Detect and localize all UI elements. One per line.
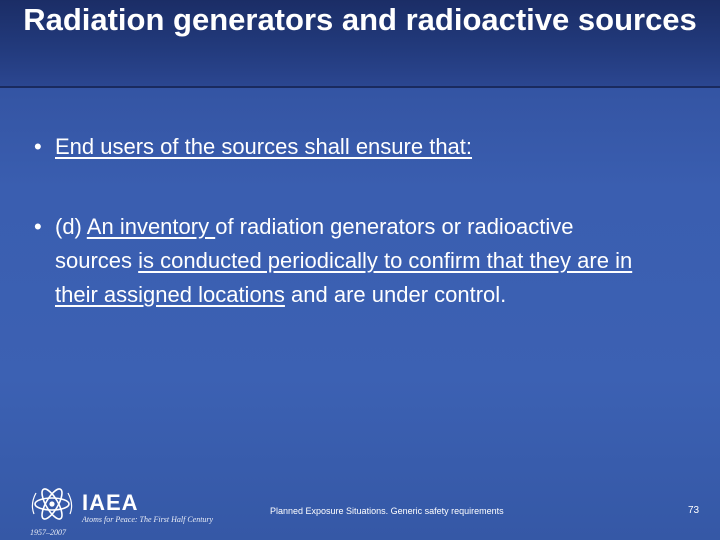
bullet-segment-underlined: is conducted periodically to confirm that they are in their assigned locations <box>55 248 633 307</box>
bullet-item-1 <box>34 130 654 164</box>
bullet-text <box>55 130 654 164</box>
iaea-logo <box>28 484 228 538</box>
bullet-segment-underlined: An inventory <box>86 214 216 239</box>
bullet-text <box>55 210 654 312</box>
bullet-segment: (d) <box>55 214 87 239</box>
iaea-atom-emblem-icon <box>28 484 76 524</box>
logo-tagline: Atoms for Peace: The First Half Century <box>82 515 214 524</box>
bullet-item-2 <box>34 210 654 312</box>
title-band <box>0 0 720 88</box>
footer-caption: Planned Exposure Situations. Generic safety requirements <box>270 506 504 516</box>
bullet-segment: and are under control. <box>284 282 507 307</box>
page-number: 73 <box>688 505 700 516</box>
logo-years: 1957–2007 <box>30 528 66 537</box>
bullet-segment: End users of the sources shall ensure that: <box>55 134 473 159</box>
logo-wordmark: IAEA <box>82 490 139 515</box>
bullet-marker: • <box>34 214 42 239</box>
bullet-segment: of radiation generators or radioactive sources <box>55 214 574 273</box>
slide-title: Radiation generators and radioactive sources <box>23 2 697 37</box>
bullet-marker: • <box>34 134 42 159</box>
